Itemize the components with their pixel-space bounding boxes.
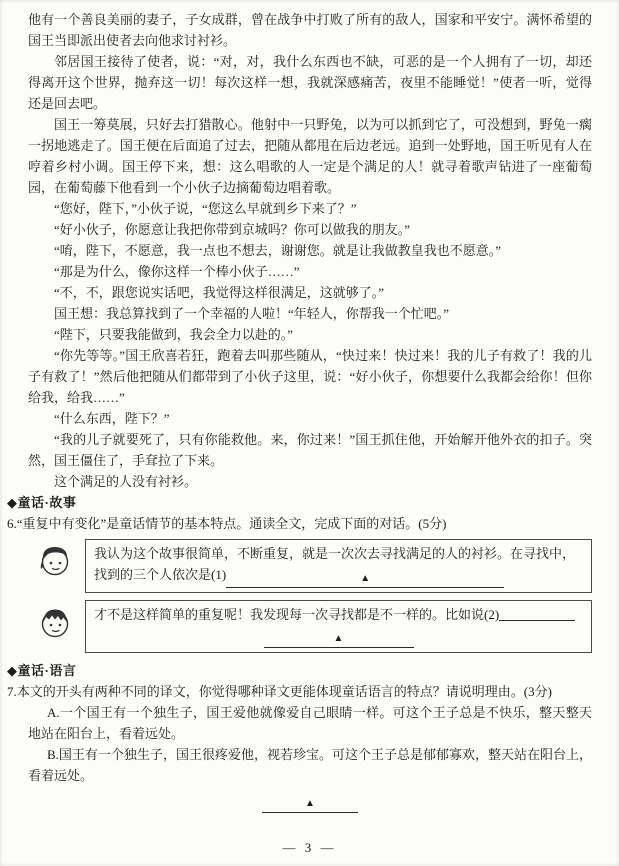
dialog-1-answer-blank bbox=[226, 571, 504, 588]
dialog-2-answer-blank-2 bbox=[264, 631, 414, 648]
dialog-box-1 bbox=[85, 539, 592, 593]
story-paragraph: “您好，陛下，”小伙子说，“您这么早就到乡下来了？” bbox=[54, 201, 357, 216]
story-paragraph: “好小伙子，你愿意让我把你带到京城吗？你可以做我的朋友。” bbox=[54, 222, 411, 237]
dialog-2-text: 才不是这样简单的重复呢！我发现每一次寻找都是不一样的。比如说(2) bbox=[94, 607, 500, 622]
answer-marker: ▲ bbox=[333, 633, 344, 644]
dialog-row-2 bbox=[28, 600, 592, 653]
question-7-option-b: B.国王有一个独生子，国王很疼爱他，视若珍宝。可这个王子总是郁郁寡欢，整天站在阳台上，看着远处。 bbox=[28, 747, 592, 783]
section-marker-language: ◆童话·语言 bbox=[7, 663, 77, 678]
page-number: — 3 — bbox=[282, 840, 337, 855]
dialog-box-2 bbox=[85, 600, 592, 653]
story-paragraph: 邻居国王接待了使者，说：“对，对，我什么东西也不缺，可恶的是一个人拥有了一切，却还得离开这个世界，抛弃这一切！每次这样一想，我就深感痛苦，夜里不能睡觉！”使者一听，觉得还是回去吧。 bbox=[28, 54, 592, 111]
dialog-row-1 bbox=[28, 539, 592, 593]
story-paragraph: 国王想：我总算找到了一个幸福的人啦！“年轻人，你帮我一个忙吧。” bbox=[54, 306, 450, 321]
story-paragraph: “那是为什么，像你这样一个棒小伙子……” bbox=[54, 264, 300, 279]
boy-face-icon bbox=[34, 600, 76, 646]
story-paragraph: “不，不，跟您说实话吧，我觉得这样很满足，这就够了。” bbox=[54, 285, 385, 300]
question-7-answer-line bbox=[28, 789, 592, 813]
story-text bbox=[28, 9, 592, 492]
story-paragraph: 国王一筹莫展，只好去打猎散心。他射中一只野兔，以为可以抓到它了，可没想到，野兔一瘸一拐地逃走了。国王便在后面追了过去，把随从都甩在后边老远。追到一处野地，国王听见有人在哼着乡村小调。国王停下来，想：这么唱歌的人一定是个满足的人！就寻着歌声钻进了一座葡萄园，在葡萄藤下他看到一个小伙子边摘葡萄边唱着歌。 bbox=[28, 117, 592, 195]
story-paragraph: “你先等等。”国王欣喜若狂，跑着去叫那些随从，“快过来！快过来！我的儿子有救了！我的儿子有救了！”然后他把随从们都带到了小伙子这里，说：“好小伙子，你想要什么我都会给你！但你给我，给我……” bbox=[28, 348, 592, 405]
section-marker-story: ◆童话·故事 bbox=[7, 495, 77, 510]
story-paragraph: “我的儿子就要死了，只有你能救他。来，你过来！”国王抓住他，开始解开他外衣的扣子。突然，国王僵住了，手耷拉了下来。 bbox=[28, 432, 592, 468]
dialog-2-answer-blank bbox=[499, 604, 575, 621]
girl-face-icon bbox=[34, 539, 76, 585]
story-paragraph: 这个满足的人没有衬衫。 bbox=[54, 474, 198, 489]
question-6-label: 6.“重复中有变化”是童话情节的基本特点。通读全文，完成下面的对话。(5分) bbox=[7, 516, 447, 531]
story-paragraph: “什么东西，陛下？” bbox=[54, 411, 170, 426]
story-paragraph: 他有一个善良美丽的妻子，子女成群，曾在战争中打败了所有的敌人，国家和平安宁。满怀希望的国王当即派出使者去向他求讨衬衫。 bbox=[28, 12, 592, 48]
answer-marker: ▲ bbox=[305, 798, 315, 809]
story-paragraph: “唷，陛下，不愿意，我一点也不想去，谢谢您。就是让我做教皇我也不愿意。” bbox=[54, 243, 502, 258]
dialog-1-text: 我认为这个故事很简单，不断重复，就是一次次去寻找满足的人的衬衫。在寻找中，找到的三个人依次是(1) bbox=[94, 546, 576, 582]
dialog-2-answer-line bbox=[94, 625, 583, 648]
question-7-option-a: A.一个国王有一个独生子，国王爱他就像爱自己眼睛一样。可这个王子总是不快乐，整天整天地站在阳台上，看着远处。 bbox=[28, 705, 592, 741]
question-7-label: 7.本文的开头有两种不同的译文，你觉得哪种译文更能体现童话语言的特点？请说明理由。(3分) bbox=[7, 684, 552, 699]
answer-marker: ▲ bbox=[360, 573, 371, 584]
question-7-answer-blank bbox=[262, 796, 358, 813]
story-paragraph: “陛下，只要我能做到，我会全力以赴的。” bbox=[54, 327, 294, 342]
